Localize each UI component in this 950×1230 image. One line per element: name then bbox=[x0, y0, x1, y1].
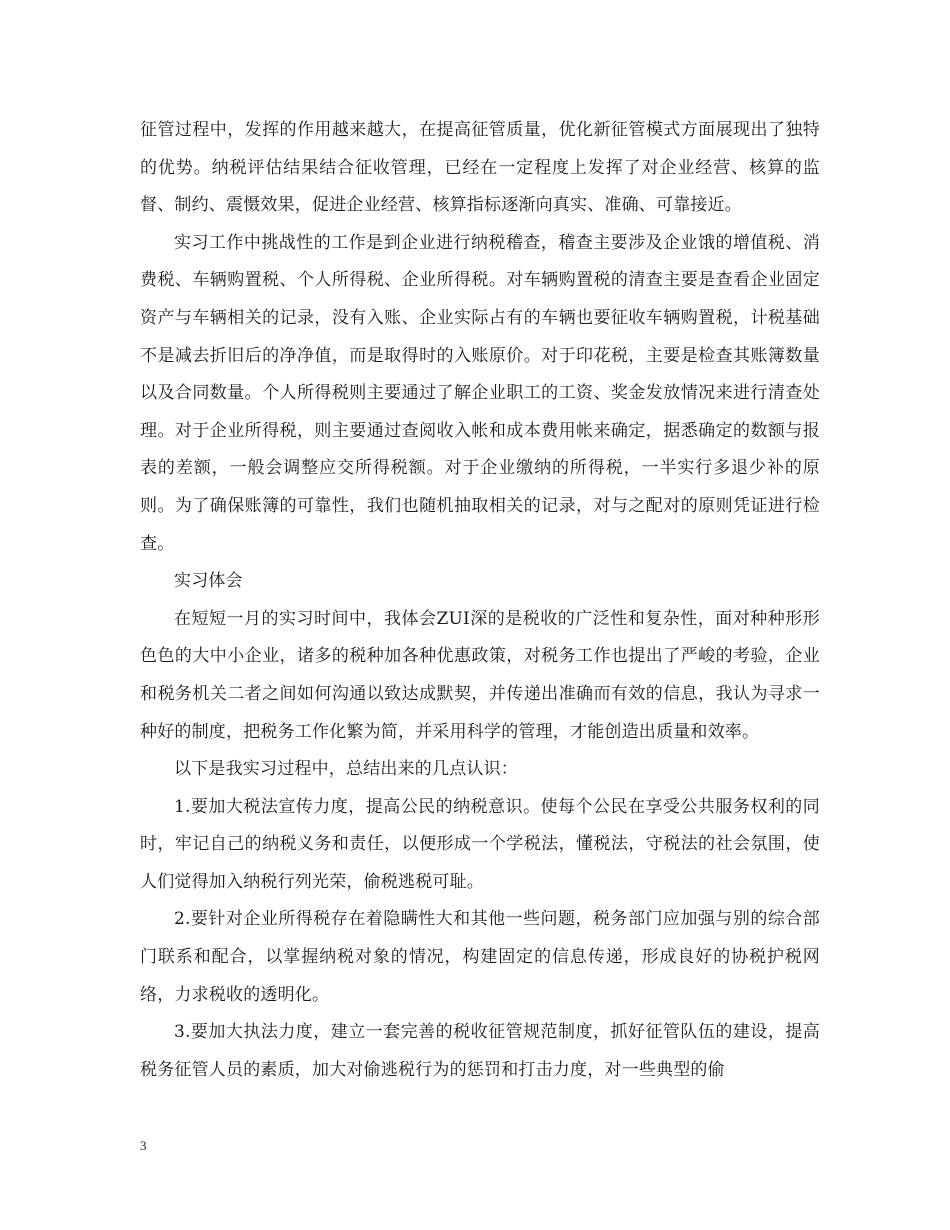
section-heading: 实习体会 bbox=[174, 571, 243, 592]
paragraph-4: 以下是我实习过程中，总结出来的几点认识： bbox=[174, 759, 518, 780]
list-item-1: 1.要加大税法宣传力度，提高公民的纳税意识。使每个公民在享受公共服务权利的同时，牢记自己的纳税义务和责任，以便形成一个学税法，懂税法，守税法的社会氛围，使人们觉得加入纳税行列光荣，偷税逃税可耻。 bbox=[140, 796, 820, 892]
paragraph-3: 在短短一月的实习时间中，我体会ZUI深的是税收的广泛性和复杂性，面对种种形形色色的大中小企业，诸多的税种加各种优惠政策，对税务工作也提出了严峻的考验，企业和税务机关二者之间如何沟通以致达成默契，并传递出准确而有效的信息，我认为寻求一种好的制度，把税务工作化繁为简，并采用科学的管理，才能创造出质量和效率。 bbox=[140, 608, 820, 742]
document-body bbox=[140, 112, 820, 1089]
list-item-2: 2.要针对企业所得税存在着隐瞒性大和其他一些问题，税务部门应加强与别的综合部门联系和配合，以掌握纳税对象的情况，构建固定的信息传递，形成良好的协税护税网络，力求税收的透明化。 bbox=[140, 909, 820, 1005]
paragraph-2: 实习工作中挑战性的工作是到企业进行纳税稽查，稽查主要涉及企业饿的增值税、消费税、车辆购置税、个人所得税、企业所得税。对车辆购置税的清查主要是查看企业固定资产与车辆相关的记录，没有入账、企业实际占有的车辆也要征收车辆购置税，计税基础不是减去折旧后的净净值，而是取得时的入账原价。对于印花税，主要是检查其账簿数量以及合同数量。个人所得税则主要通过了解企业职工的工资、奖金发放情况来进行清查处理。对于企业所得税，则主要通过查阅收入帐和成本费用帐来确定，据悉确定的数额与报表的差额，一般会调整应交所得税额。对于企业缴纳的所得税，一半实行多退少补的原则。为了确保账簿的可靠性，我们也随机抽取相关的记录，对与之配对的原则凭证进行检查。 bbox=[140, 232, 820, 554]
list-item-3: 3.要加大执法力度，建立一套完善的税收征管规范制度，抓好征管队伍的建设，提高税务征管人员的素质，加大对偷逃税行为的惩罚和打击力度，对一些典型的偷 bbox=[140, 1022, 820, 1080]
page-number: 3 bbox=[140, 1138, 147, 1153]
paragraph-1: 征管过程中，发挥的作用越来越大，在提高征管质量，优化新征管模式方面展现出了独特的优势。纳税评估结果结合征收管理，已经在一定程度上发挥了对企业经营、核算的监督、制约、震慑效果，促进企业经营、核算指标逐渐向真实、准确、可靠接近。 bbox=[140, 120, 820, 216]
